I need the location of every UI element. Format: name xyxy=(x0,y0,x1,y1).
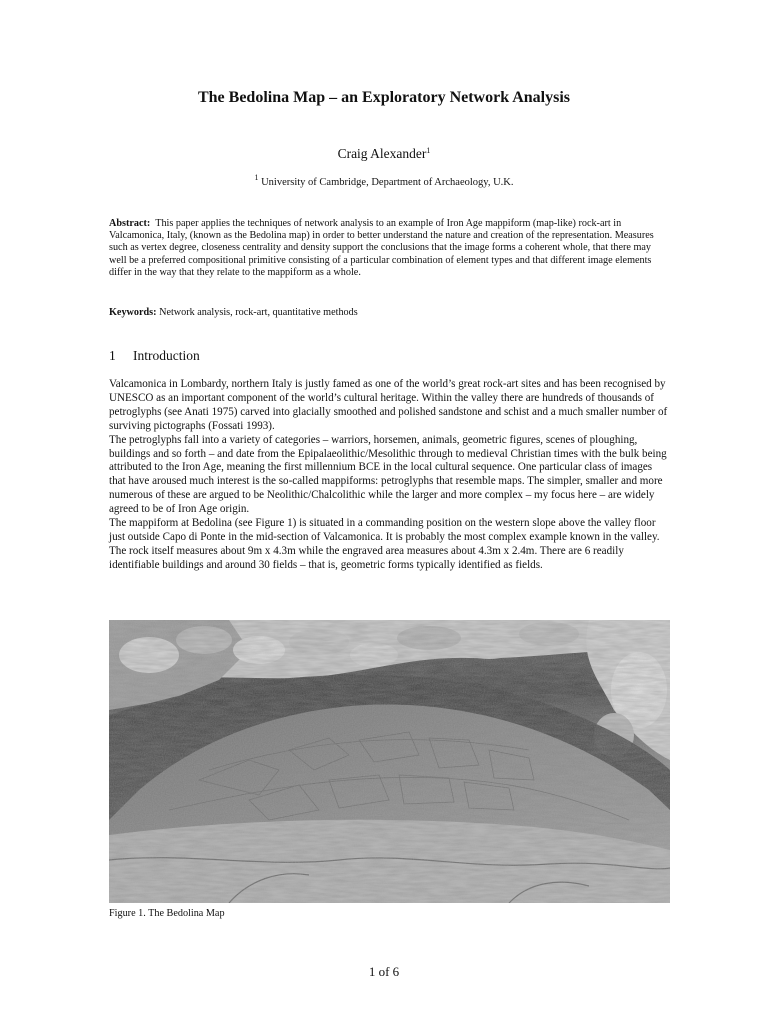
author-name: Craig Alexander xyxy=(337,146,427,161)
paragraph: Valcamonica in Lombardy, northern Italy is justly famed as one of the world’s great rock-art sites and has been recognised by UNESCO as an important component of the world’s cultural heritage. Within the valley there are hundreds of thousands of petroglyphs (see Anati 1975) carved into glacially smoothed and polished sandstone and schist and a much smaller number of surviving pictographs (Fossati 1993). xyxy=(109,378,668,432)
keywords-label: Keywords: xyxy=(109,307,157,318)
figure-1-photo xyxy=(109,620,670,903)
section-number: 1 xyxy=(109,348,116,363)
abstract-label: Abstract: xyxy=(109,218,151,229)
paragraph: The mappiform at Bedolina (see Figure 1) is situated in a commanding position on the western slope above the valley floor just outside Capo di Ponte in the mid-section of Valcamonica. It is probably the most complex example known in the valley. The rock itself measures about 9m x 4.3m while the engraved area measures about 4.3m x 2.4m. There are 6 readily identifiable buildings and around 30 fields – that is, geometric forms typically identified as fields. xyxy=(109,517,660,571)
paragraph: The petroglyphs fall into a variety of categories – warriors, horsemen, animals, geometric figures, scenes of ploughing, buildings and so forth – and date from the Epipalaeolithic/Mesolithic through to medieval Christian times with the bulk being attributed to the Iron Age, meaning the first millennium BCE in the local cultural sequence. One particular class of images that have aroused much interest is the so-called mappiforms: petroglyphs that resemble maps. The simpler, smaller and more numerous of these are argued to be Neolithic/Chalcolithic while the larger and more complex – my focus here – are widely agreed to be of Iron Age origin. xyxy=(109,433,667,516)
abstract-text: This paper applies the techniques of network analysis to an example of Iron Age mappiform (map-like) rock-art in Valcamonica, Italy, (known as the Bedolina map) in order to better understand the nature and creation of the representation. Measures such as vertex degree, closeness centrality and density support the conclusions that the image forms a coherent whole, that there may well be a preferred compositional primitive consisting of a particular combination of element types and that different image elements differ in the way that they relate to the mappiform as a whole. xyxy=(109,218,654,278)
affiliation-text: University of Cambridge, Department of Archaeology, U.K. xyxy=(261,177,514,188)
figure-caption: Figure 1. The Bedolina Map xyxy=(109,908,225,919)
section-title: Introduction xyxy=(133,348,200,363)
page-number: 1 of 6 xyxy=(368,964,400,979)
abstract xyxy=(109,218,669,279)
affiliation-line xyxy=(0,173,768,190)
section-heading xyxy=(109,347,200,365)
author-line xyxy=(0,145,768,163)
keywords-text: Network analysis, rock-art, quantitative methods xyxy=(159,307,358,318)
keywords xyxy=(109,306,669,319)
rock-art-photograph xyxy=(109,620,670,903)
paper-title: The Bedolina Map – an Exploratory Network Analysis xyxy=(197,89,571,106)
author-affiliation-marker: 1 xyxy=(426,146,431,155)
affiliation-marker: 1 xyxy=(254,173,259,182)
body-text xyxy=(109,378,669,573)
